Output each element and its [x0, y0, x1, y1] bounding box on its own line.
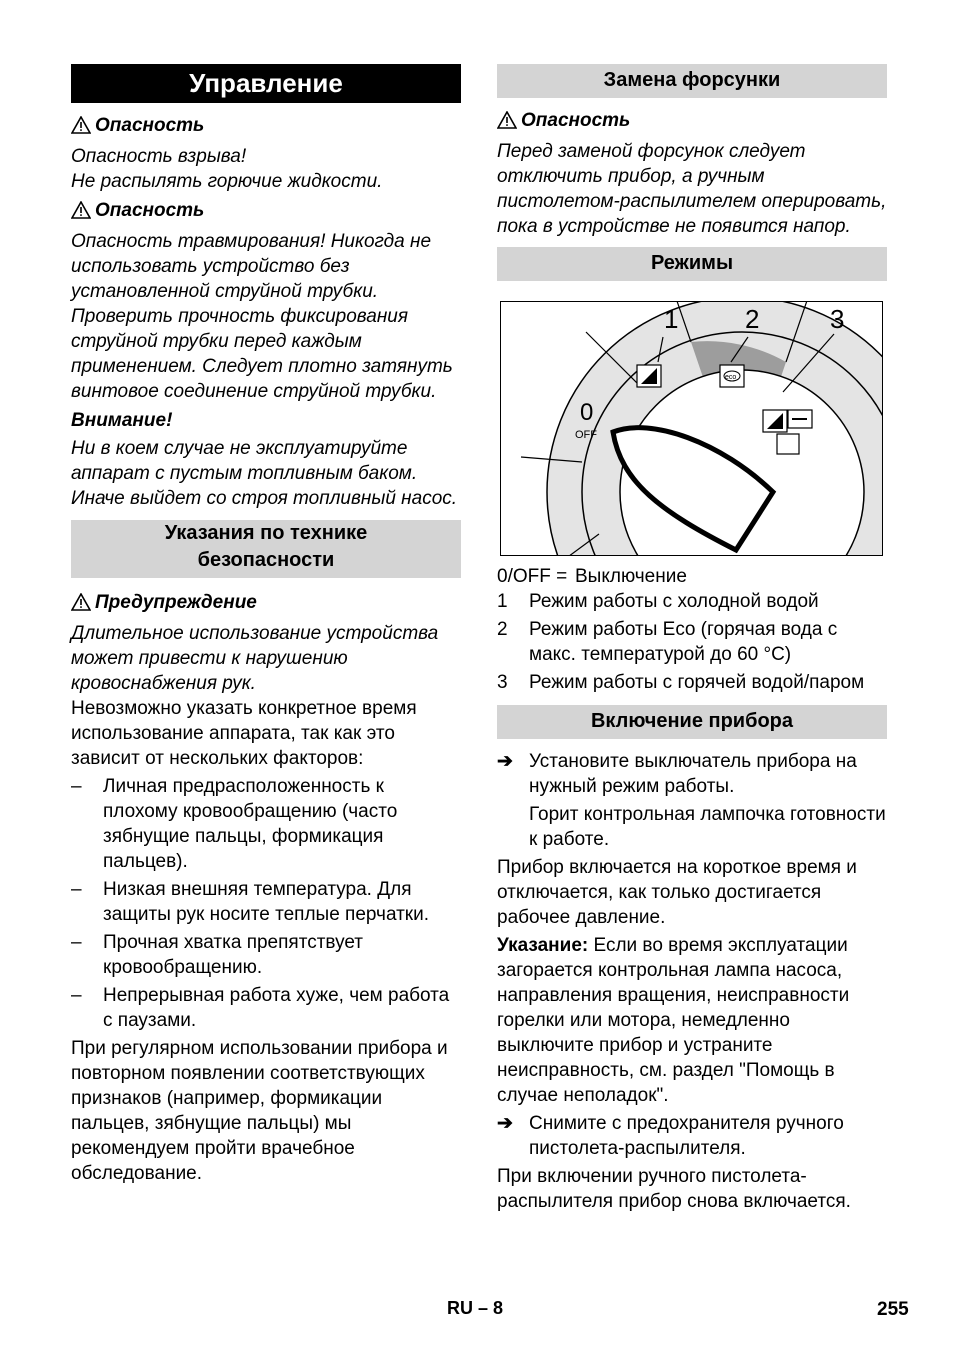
eco-label: eco [725, 374, 737, 381]
section-title-operation: Управление [71, 64, 461, 103]
list-item: – Личная предрасположенность к плохому кровообращению (часто зябнущие пальцы, формикация пальцев). [71, 776, 398, 872]
list-item: – Низкая внешняя температура. Для защиты рук носите теплые перчатки. [71, 879, 430, 925]
off-label: OFF [575, 429, 597, 441]
instruction-step: ➔ Установите выключатель прибора на нужный режим работы. [497, 751, 857, 797]
danger-text: Перед заменой форсунок следует отключить прибор, а ручным пистолетом-распылителем оперировать, пока в устройстве не появится напор. [497, 141, 887, 237]
warning-text: Длительное использование устройства может привести к нарушению кровоснабжения рук. [71, 623, 439, 694]
safety-intro: Невозможно указать конкретное время использование аппарата, так как это зависит от нескольких факторов: [71, 698, 417, 769]
danger-heading: Опасность [497, 108, 887, 136]
mode-dial-illustration [501, 302, 882, 555]
mode-switch-figure [500, 301, 883, 556]
warning-triangle-icon [71, 201, 95, 226]
danger-text-line: Не распылять горючие жидкости. [71, 171, 383, 192]
safety-outro: При регулярном использовании прибора и повторном появлении соответствующих признаков (например, формикации пальцев, зябнущие пальцы) мы рекомендуем пройти врачебное обследование. [71, 1038, 448, 1184]
step-result: Горит контрольная лампочка готовности к работе. [529, 804, 886, 850]
note: Указание: Если во время эксплуатации загорается контрольная лампа насоса, направления вращения, неисправности горелки или мотора, немедленно выключите прибор и устраните неисправность, см. раздел "Помощь в случае неполадок". [497, 935, 850, 1106]
danger-text-line: Опасность взрыва! [71, 146, 247, 167]
footer-page-code: RU – 8 [447, 1298, 504, 1318]
danger-text: Опасность травмирования! Никогда не использовать устройство без установленной струйной трубки. Проверить прочность фиксирования струйной трубки перед каждым применением. Следует плотно затянуть винтовое соединение струйной трубки. [71, 231, 453, 402]
attention-text: Ни в коем случае не эксплуатируйте аппарат с пустым топливным баком. Иначе выйдет со строя топливный насос. [71, 438, 458, 509]
warning-triangle-icon [497, 111, 521, 136]
arrow-right-icon: ➔ [497, 751, 513, 772]
list-item: – Прочная хватка препятствует кровообращению. [71, 932, 363, 978]
section-title-safety: Указания по технике безопасности [71, 520, 461, 578]
paragraph: Прибор включается на короткое время и отключается, как только достигается рабочее давление. [497, 857, 857, 928]
section-title-modes: Режимы [497, 247, 887, 281]
arrow-right-icon: ➔ [497, 1113, 513, 1134]
section-title-switch-on: Включение прибора [497, 705, 887, 739]
warning-heading: Предупреждение [71, 590, 461, 618]
right-column [497, 64, 887, 1214]
warning-triangle-icon [71, 116, 95, 141]
mode-number-3: 3 [830, 304, 845, 334]
section-title-nozzle: Замена форсунки [497, 64, 887, 98]
paragraph: При включении ручного пистолета-распылителя прибор снова включается. [497, 1166, 851, 1212]
mode-number-1: 1 [664, 304, 679, 334]
attention-heading: Внимание! [71, 410, 173, 431]
left-column [71, 64, 461, 1186]
list-item: 2 Режим работы Eco (горячая вода с макс. температурой до 60 °C) [497, 619, 838, 665]
warning-triangle-icon [71, 593, 95, 618]
list-item: 1 Режим работы с холодной водой [497, 591, 819, 612]
list-item: 3 Режим работы с горячей водой/паром [497, 672, 865, 693]
mode-number-0: 0 [580, 399, 594, 426]
mode-number-2: 2 [745, 304, 760, 334]
danger-heading: Опасность [71, 113, 461, 141]
footer-page-number: 255 [877, 1299, 909, 1320]
list-item: – Непрерывная работа хуже, чем работа с паузами. [71, 985, 450, 1031]
danger-heading: Опасность [71, 198, 461, 226]
legend-off: 0/OFF = Выключение [497, 566, 687, 587]
instruction-step: ➔ Снимите с предохранителя ручного пистолета-распылителя. [497, 1113, 844, 1159]
